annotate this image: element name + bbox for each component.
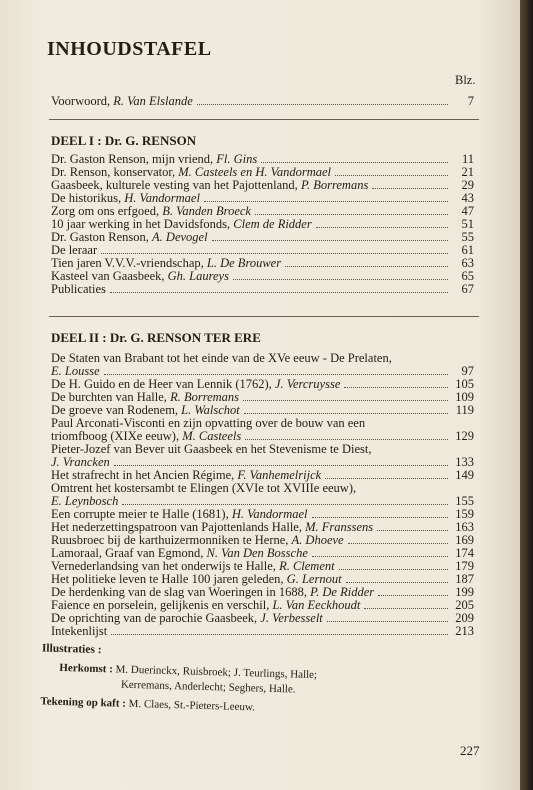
toc-entry (51, 598, 474, 612)
toc-entry (51, 204, 474, 218)
entry-page: 21 (461, 165, 474, 179)
section-divider (49, 316, 479, 317)
entry-author: H. Vandormael (124, 191, 200, 205)
leader-dots (364, 599, 448, 609)
toc-entry (51, 455, 474, 469)
entry-title: Intekenlijst (51, 624, 108, 638)
entry-author: A. Dhoeve (291, 533, 344, 547)
entry-page: 11 (461, 152, 474, 166)
leader-dots (335, 166, 448, 176)
entry-author: Clem de Ridder (233, 217, 312, 231)
entry-title: Lamoraal, Graaf van Egmond, (51, 546, 207, 560)
toc-entry (51, 546, 474, 560)
entry-title: Het politieke leven te Halle 100 jaren geleden, (51, 572, 287, 586)
leader-dots (378, 586, 448, 596)
toc-entry (51, 178, 474, 192)
entry-title-line1: Omtrent het kostersambt te Elingen (XVIe tot XVIIIe eeuw), (51, 481, 357, 495)
leader-dots (346, 573, 448, 583)
entry-author: E. Lousse (51, 364, 100, 378)
entry-title: De H. Guido en de Heer van Lennik (1762), (51, 377, 275, 391)
entry-title: Het nederzettingspatroon van Pajottenlands Halle, (51, 520, 306, 534)
entry-title-line1: De Staten van Brabant tot het einde van de XVe eeuw - De Prelaten, (51, 351, 392, 365)
leader-dots (285, 257, 448, 267)
entry-author: N. Van Den Bossche (206, 546, 308, 560)
toc-entry (51, 152, 474, 166)
toc-entry (51, 559, 474, 573)
entry-author: H. Vandormael (231, 507, 308, 521)
leader-dots (197, 95, 448, 105)
toc-entry (51, 282, 474, 296)
toc-entry (51, 390, 474, 404)
entry-author: P. De Ridder (310, 585, 375, 599)
entry-page: 61 (461, 243, 474, 257)
entry-title: Vernederlandsing van het onderwijs te Halle, (51, 559, 280, 573)
leader-dots (316, 218, 448, 228)
toc-entry-preface (51, 94, 474, 108)
toc-entry (51, 269, 474, 283)
leader-dots (312, 508, 448, 518)
leader-dots (377, 521, 448, 531)
entry-author: B. Vanden Broeck (162, 204, 251, 218)
toc-entry (51, 165, 474, 179)
entry-title: Ruusbroec bij de karthuizermonniken te Herne, (51, 533, 292, 547)
toc-entry (51, 507, 474, 521)
leader-dots (110, 283, 448, 293)
entry-author: G. Lernout (286, 572, 342, 586)
entry-title: De burchten van Halle, (51, 390, 171, 404)
toc-entry (51, 364, 474, 378)
page-title: INHOUDSTAFEL (47, 38, 212, 60)
entry-page: 155 (455, 494, 474, 508)
entry-page: 159 (455, 507, 474, 521)
entry-page: 55 (461, 230, 474, 244)
entry-title: De historikus, (51, 191, 125, 205)
entry-title: Zorg om ons erfgoed, (51, 204, 163, 218)
toc-entry-line (51, 481, 474, 495)
entry-page: 105 (455, 377, 474, 391)
entry-author: M. Franssens (305, 520, 374, 534)
origin-line1: M. Duerinckx, Ruisbroek; J. Teurlings, Halle; (115, 663, 318, 682)
entry-page: 47 (461, 204, 474, 218)
toc-entry (51, 585, 474, 599)
leader-dots (372, 179, 448, 189)
entry-title: Publicaties (51, 282, 106, 296)
leader-dots (104, 365, 448, 375)
entry-author: Gh. Laureys (167, 269, 229, 283)
toc-entry (51, 494, 474, 508)
page-column-label: Blz. (455, 73, 476, 87)
toc-entry (51, 243, 474, 257)
entry-page: 129 (455, 429, 474, 443)
entry-author: R. Clement (279, 559, 335, 573)
entry-title: Tien jaren V.V.V.-vriendschap, (51, 256, 207, 270)
entry-author: J. Verbesselt (260, 611, 323, 625)
entry-author: Fl. Gins (216, 152, 258, 166)
leader-dots (255, 205, 448, 215)
section-heading-part1: DEEL I : Dr. G. RENSON (51, 133, 197, 148)
entry-title: Kasteel van Gaasbeek, (51, 269, 168, 283)
entry-page: 199 (455, 585, 474, 599)
origin-line2: Kerremans, Anderlecht; Seghers, Halle. (120, 678, 296, 696)
entry-author: L. Walschot (181, 403, 240, 417)
entry-author: M. Casteels (182, 429, 242, 443)
toc-entry (51, 217, 474, 231)
entry-title: Faience en porselein, gelijkenis en verschil, (51, 598, 273, 612)
leader-dots (114, 456, 448, 466)
entry-page: 205 (455, 598, 474, 612)
toc-entry (51, 468, 474, 482)
leader-dots (339, 560, 448, 570)
entry-title-line1: Pieter-Jozef van Bever uit Gaasbeek en het Stevenisme te Diest, (51, 442, 372, 456)
leader-dots (111, 625, 448, 635)
entry-title: Gaasbeek, kulturele vesting van het Pajottenland, (51, 178, 301, 192)
cover-value: M. Claes, St.-Pieters-Leeuw. (128, 697, 256, 714)
entry-author: J. Vrancken (51, 455, 110, 469)
entry-page: 179 (455, 559, 474, 573)
toc-entry-line (51, 442, 474, 456)
origin-label: Herkomst : (59, 661, 116, 676)
entry-author: P. Borremans (300, 178, 369, 192)
leader-dots (312, 547, 448, 557)
toc-entry-line (51, 351, 474, 365)
toc-entry (51, 429, 474, 443)
toc-entry (51, 230, 474, 244)
entry-page: 65 (461, 269, 474, 283)
leader-dots (122, 495, 448, 505)
toc-entry (51, 533, 474, 547)
toc-entry (51, 611, 474, 625)
leader-dots (245, 430, 448, 440)
entry-page: 133 (455, 455, 474, 469)
entry-title: Dr. Gaston Renson, mijn vriend, (51, 152, 217, 166)
entry-page: 7 (467, 94, 474, 108)
leader-dots (233, 270, 448, 280)
entry-page: 187 (455, 572, 474, 586)
leader-dots (325, 469, 448, 479)
leader-dots (348, 534, 448, 544)
entry-page: 163 (455, 520, 474, 534)
leader-dots (344, 378, 448, 388)
entry-title: Een corrupte meier te Halle (1681), (51, 507, 232, 521)
entry-author: E. Leynbosch (51, 494, 119, 508)
entry-page: 67 (461, 282, 474, 296)
entry-title: De oprichting van de parochie Gaasbeek, (51, 611, 261, 625)
entry-page: 209 (455, 611, 474, 625)
entry-page: 43 (461, 191, 474, 205)
entry-page: 97 (461, 364, 474, 378)
entry-page: 169 (455, 533, 474, 547)
cover-drawing (40, 695, 255, 713)
entry-author: M. Casteels en H. Vandormael (178, 165, 332, 179)
entry-author: J. Vercruysse (274, 377, 341, 391)
entry-author: L. De Brouwer (206, 256, 282, 270)
entry-page: 63 (461, 256, 474, 270)
leader-dots (204, 192, 448, 202)
book-spine-shadow (520, 0, 533, 790)
toc-entry (51, 191, 474, 205)
section-heading-part2: DEEL II : Dr. G. RENSON TER ERE (51, 330, 261, 345)
toc-entry (51, 624, 474, 638)
toc-entry-line (51, 416, 474, 430)
entry-author: R. Van Elslande (113, 94, 193, 108)
toc-entry (51, 256, 474, 270)
illustrations-origin (59, 662, 317, 681)
entry-title: De herdenking van de slag van Woeringen in 1688, (51, 585, 311, 599)
entry-title: Dr. Gaston Renson, (51, 230, 153, 244)
leader-dots (101, 244, 448, 254)
leader-dots (212, 231, 448, 241)
entry-page: 29 (461, 178, 474, 192)
entry-page: 51 (461, 217, 474, 231)
section-divider (49, 119, 479, 120)
entry-page: 149 (455, 468, 474, 482)
entry-page: 213 (455, 624, 474, 638)
toc-entry (51, 572, 474, 586)
toc-entry (51, 520, 474, 534)
toc-entry (51, 403, 474, 417)
entry-author: R. Borremans (170, 390, 240, 404)
page-number: 227 (460, 743, 480, 758)
toc-entry (51, 377, 474, 391)
leader-dots (244, 404, 448, 414)
entry-title: Voorwoord, (51, 94, 114, 108)
entry-author: A. Devogel (152, 230, 208, 244)
leader-dots (261, 153, 448, 163)
illustrations-heading: Illustraties : (41, 642, 102, 657)
entry-title: Het strafrecht in het Ancien Régime, (51, 468, 238, 482)
entry-page: 119 (455, 403, 474, 417)
entry-title-line1: Paul Arconati-Visconti en zijn opvatting over de bouw van een (51, 416, 366, 430)
entry-page: 174 (455, 546, 474, 560)
entry-title: triomfboog (XIXe eeuw), (51, 429, 183, 443)
entry-title: Dr. Renson, konservator, (51, 165, 179, 179)
leader-dots (327, 612, 448, 622)
entry-title: 10 jaar werking in het Davidsfonds, (51, 217, 234, 231)
cover-label: Tekening op kaft : (40, 695, 129, 710)
leader-dots (243, 391, 448, 401)
entry-title: De groeve van Rodenem, (51, 403, 182, 417)
entry-author: F. Vanhemelrijck (237, 468, 322, 482)
entry-author: L. Van Eeckhoudt (272, 598, 361, 612)
entry-page: 109 (455, 390, 474, 404)
entry-title: De leraar (51, 243, 98, 257)
